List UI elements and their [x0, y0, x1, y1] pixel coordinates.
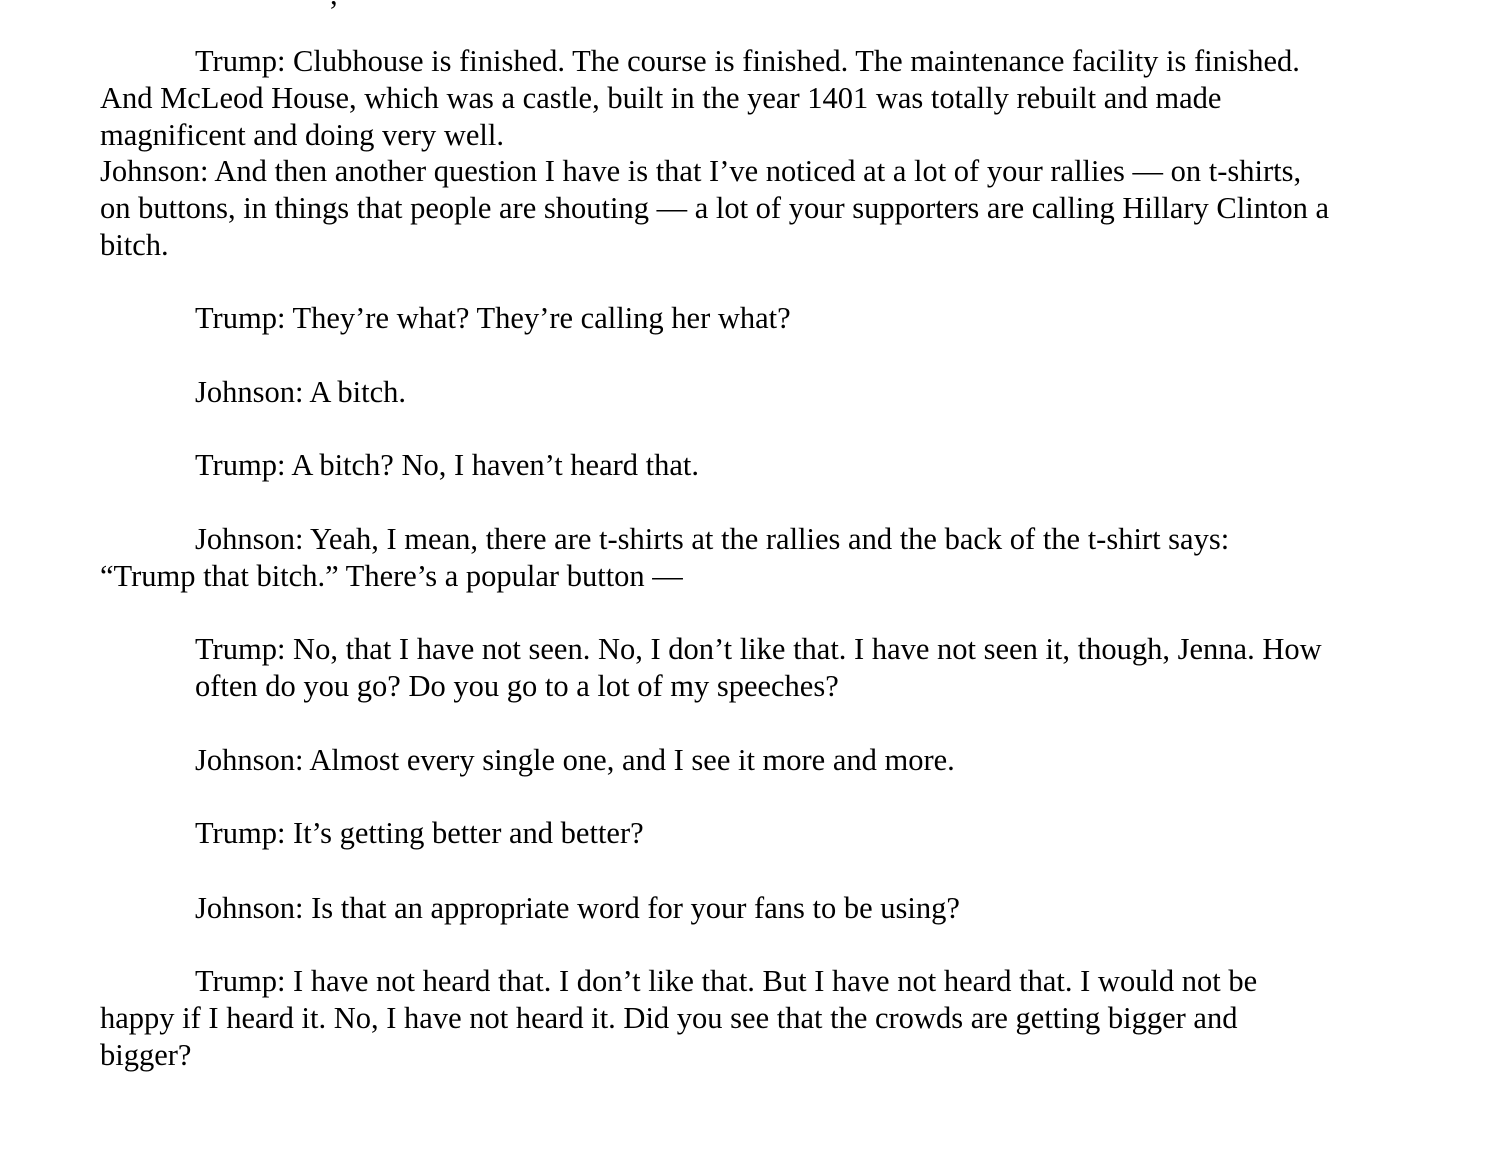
paragraph-trump-havent-heard: Trump: A bitch? No, I haven’t heard that. — [195, 448, 700, 482]
paragraph-johnson-appropriate-word: Johnson: Is that an appropriate word for your fans to be using? — [195, 891, 960, 925]
paragraph-trump-clubhouse: Trump: Clubhouse is finished. The course is finished. The maintenance facility is finished. And McLeod House, which was a castle, built in the year 1401 was totally rebuilt and made magnificent and doing very well. — [100, 44, 1300, 152]
paragraph-johnson-answer: Johnson: A bitch. — [195, 375, 406, 409]
paragraph-johnson-every-one: Johnson: Almost every single one, and I see it more and more. — [195, 743, 955, 777]
paragraph-johnson-tshirts: Johnson: Yeah, I mean, there are t-shirts at the rallies and the back of the t-shirt says: “Trump that bitch.” There’s a popular button — — [100, 522, 1230, 593]
paragraph-trump-not-seen: Trump: No, that I have not seen. No, I don’t like that. I have not seen it, though, Jenna. How often do you go? Do you go to a lot of my speeches? — [195, 632, 1322, 703]
paragraph-johnson-rallies-question: Johnson: And then another question I have is that I’ve noticed at a lot of your rallies — on t-shirts, on buttons, in things that people are shouting — a lot of your supporters are calling Hillary Clinton a bitch. — [100, 154, 1330, 262]
paragraph-trump-calling-her-what: Trump: They’re what? They’re calling her what? — [195, 301, 791, 335]
paragraph-trump-crowds: Trump: I have not heard that. I don’t like that. But I have not heard that. I would not be happy if I heard it. No, I have not heard it. Did you see that the crowds are getting bigger and bigger? — [100, 964, 1258, 1072]
top-cut-fragment — [330, 0, 390, 2]
paragraph-trump-better: Trump: It’s getting better and better? — [195, 816, 644, 850]
